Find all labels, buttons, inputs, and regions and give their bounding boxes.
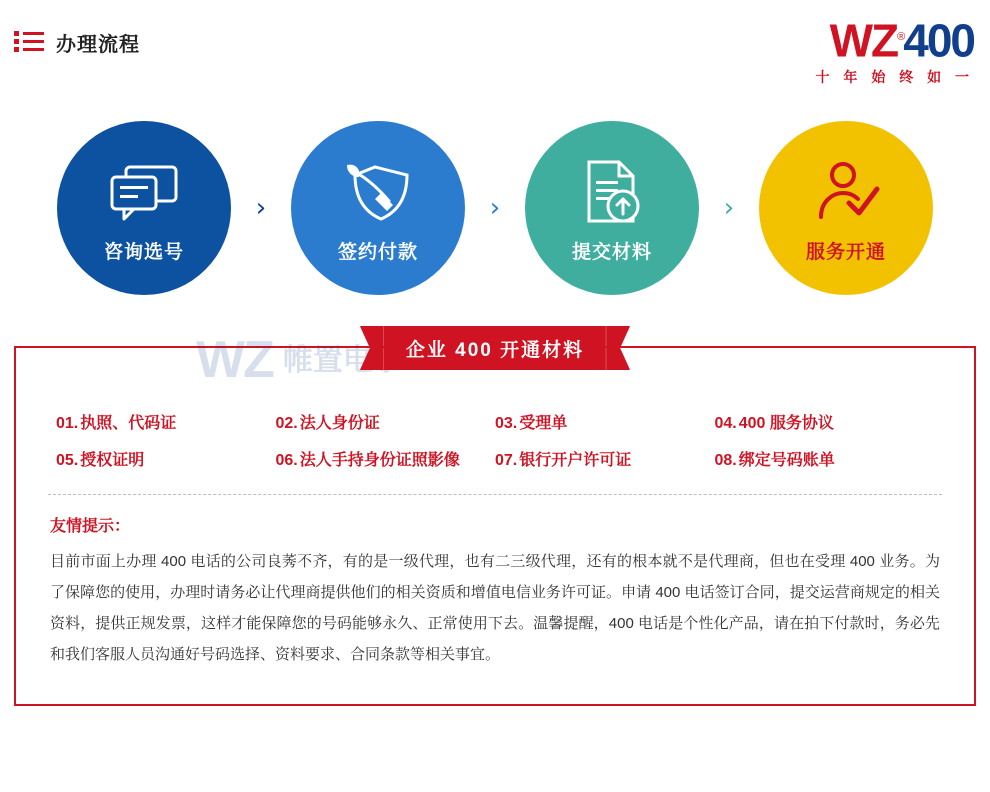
material-number: 07. (495, 452, 518, 469)
panel-divider (48, 494, 942, 495)
logo-wz-text: WZ (829, 14, 898, 67)
material-number: 03. (495, 415, 518, 432)
ribbon-left-end (360, 326, 384, 370)
list-icon (14, 29, 44, 57)
material-number: 08. (714, 452, 737, 469)
material-label: 绑定号码账单 (738, 452, 835, 469)
page-header (0, 0, 990, 100)
flow-step-submit (525, 121, 699, 295)
material-number: 01. (56, 415, 79, 432)
material-item (56, 447, 276, 470)
flow-arrow-3: › (723, 193, 735, 223)
material-item (56, 410, 276, 433)
flow-step-consult (57, 121, 231, 295)
watermark-logo: WZ (196, 331, 273, 389)
ribbon-label: 企业 400 开通材料 (384, 326, 606, 370)
flow-step-contract (291, 121, 465, 295)
material-item (715, 410, 935, 433)
material-item (715, 447, 935, 470)
tips-title: 友情提示： (50, 518, 131, 535)
flow-step-label: 咨询选号 (103, 241, 184, 263)
document-upload-icon (581, 153, 643, 231)
material-label: 授权证明 (80, 452, 145, 469)
material-label: 受理单 (519, 415, 568, 432)
process-flow (0, 108, 990, 308)
material-number: 05. (56, 452, 79, 469)
material-item (276, 410, 496, 433)
user-check-icon (811, 153, 881, 231)
material-number: 04. (714, 415, 737, 432)
material-number: 02. (275, 415, 298, 432)
flow-step-label: 提交材料 (571, 241, 652, 263)
tips-body: 目前市面上办理 400 电话的公司良莠不齐，有的是一级代理，也有二三级代理，还有的根本就不是代理商，但也在受理 400 业务。为了保障您的使用，办理时请务必让代理商提供他们的相关资质和增值电信业务许可证。申请 400 电话签订合同，提交运营商规定的相关资料，提供正规发票，这样才能保障您的号码能够永久、正常使用下去。温馨提醒，400 电话是个性化产品，请在拍下付款时，务必先和我们客服人员沟通好号码选择、资料要求、合同条款等相关事宜。 (50, 553, 940, 663)
material-label: 400 服务协议 (738, 415, 834, 432)
panel-ribbon-title (360, 326, 630, 370)
material-item (276, 447, 496, 470)
flow-arrow-1: › (255, 193, 267, 223)
material-number: 06. (275, 452, 298, 469)
page-title: 办理流程 (56, 34, 140, 56)
material-label: 执照、代码证 (80, 415, 177, 432)
logo-400-text: 400 (903, 14, 974, 67)
registered-trademark-icon: ® (897, 31, 904, 43)
flow-step-label: 服务开通 (805, 241, 886, 263)
material-item (495, 410, 715, 433)
materials-list (42, 410, 948, 470)
material-item (495, 447, 715, 470)
material-label: 法人手持身份证照影像 (299, 452, 460, 469)
logo-wordmark (829, 14, 974, 67)
materials-panel (14, 331, 976, 706)
flow-step-activate (759, 121, 933, 295)
section-heading (14, 28, 140, 57)
ribbon-right-end (606, 326, 630, 370)
logo-slogan: 十 年 始 终 如 一 (815, 69, 974, 86)
flow-arrow-2: › (489, 193, 501, 223)
flow-step-label: 签约付款 (337, 241, 418, 263)
material-label: 法人身份证 (299, 415, 380, 432)
material-label: 银行开户许可证 (519, 452, 632, 469)
signature-shield-icon (341, 153, 415, 231)
brand-logo (816, 14, 974, 87)
chat-bubble-icon (108, 153, 180, 231)
watermark-text: 帷置电子 (282, 343, 403, 377)
